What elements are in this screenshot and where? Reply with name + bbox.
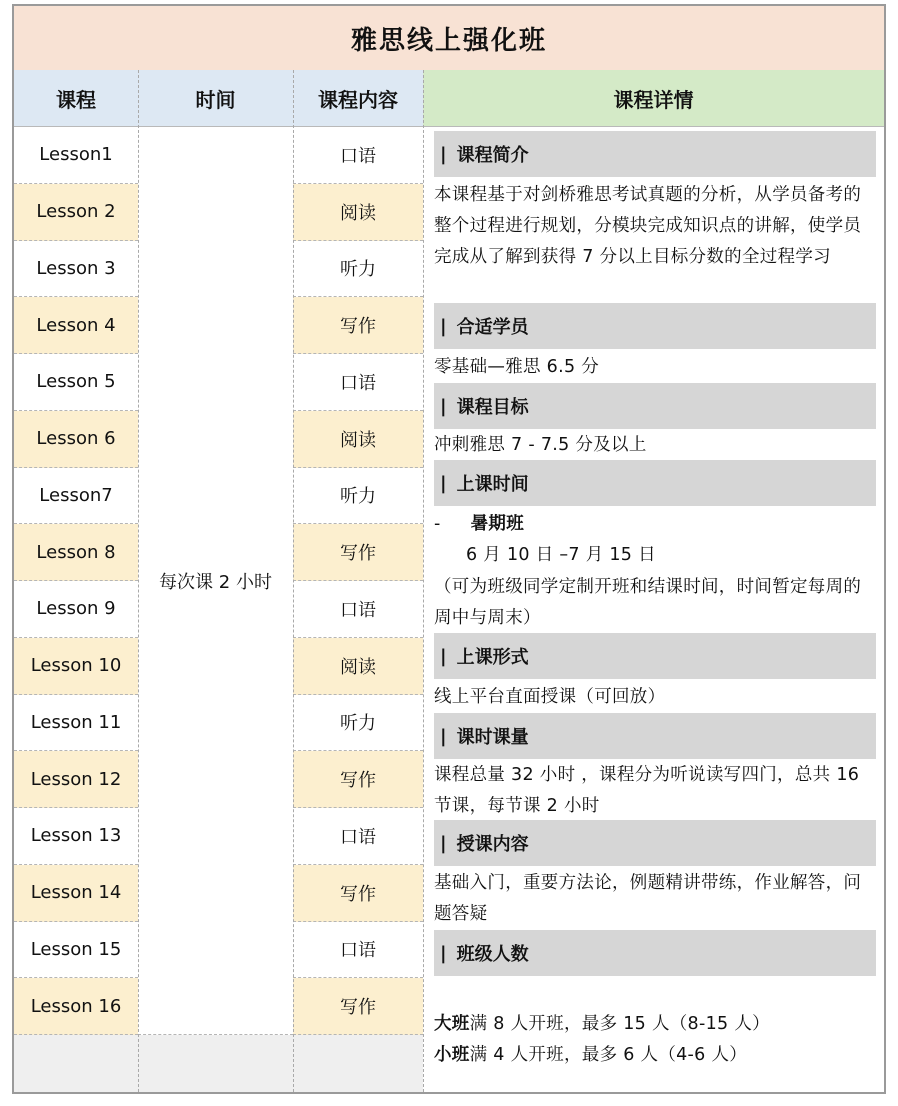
content-text: 基础入门，重要方法论，例题精讲带练，作业解答，问题答疑	[434, 873, 862, 924]
section-hours-heading: | 课时课量	[434, 713, 876, 759]
empty-cell	[293, 1035, 423, 1092]
lesson-content-cell: 阅读	[293, 184, 423, 241]
header-details: 课程详情	[423, 70, 884, 127]
section-size-heading: | 班级人数	[434, 930, 876, 976]
lesson-name-cell: Lesson 6	[14, 411, 138, 468]
column-divider	[293, 70, 294, 1092]
course-table	[12, 4, 886, 1094]
column-divider	[138, 70, 139, 1092]
section-suitable-heading: | 合适学员	[434, 303, 876, 349]
lesson-content-cell: 口语	[293, 922, 423, 979]
lesson-name-cell: Lesson 2	[14, 184, 138, 241]
lesson-name-cell: Lesson 11	[14, 695, 138, 752]
schedule-note: （可为班级同学定制开班和结课时间，时间暂定每周的周中与周末）	[434, 577, 862, 628]
lesson-content-cell: 听力	[293, 468, 423, 525]
lesson-content-cell: 口语	[293, 581, 423, 638]
lesson-content-cell: 写作	[293, 978, 423, 1035]
hours-text: 课程总量 32 小时 ，课程分为听说读写四门，总共 16 节课，每节课 2 小时	[434, 765, 860, 816]
format-text: 线上平台直面授课（可回放）	[434, 687, 666, 707]
header-lesson: 课程	[14, 70, 138, 127]
header-content: 课程内容	[293, 70, 423, 127]
intro-text: 本课程基于对剑桥雅思考试真题的分析，从学员备考的整个过程进行规划，分模块完成知识点的讲解，使学员完成从了解到获得 7 分以上目标分数的全过程学习	[434, 185, 862, 267]
time-cell: 每次课 2 小时	[138, 127, 293, 1035]
section-content-heading: | 授课内容	[434, 820, 876, 866]
details-panel	[430, 127, 884, 1092]
lesson-content-cell: 口语	[293, 354, 423, 411]
lesson-content-cell: 写作	[293, 524, 423, 581]
lesson-content-cell: 听力	[293, 241, 423, 298]
column-divider	[423, 70, 424, 1092]
lesson-name-cell: Lesson 12	[14, 751, 138, 808]
suitable-text: 零基础—雅思 6.5 分	[434, 357, 600, 377]
table-title: 雅思线上强化班	[14, 6, 884, 71]
lesson-content-cell: 口语	[293, 127, 423, 184]
size-small-text: 小班满 4 人开班，最多 6 人（4-6 人）	[434, 1045, 748, 1065]
lesson-content-cell: 写作	[293, 297, 423, 354]
lesson-content-cell: 听力	[293, 695, 423, 752]
lesson-name-cell: Lesson 5	[14, 354, 138, 411]
lesson-name-cell: Lesson 14	[14, 865, 138, 922]
lesson-name-cell: Lesson 9	[14, 581, 138, 638]
schedule-term: - 暑期班	[434, 514, 525, 534]
lesson-content-cell: 写作	[293, 751, 423, 808]
lesson-name-cell: Lesson 13	[14, 808, 138, 865]
section-schedule-heading: | 上课时间	[434, 460, 876, 506]
lesson-name-cell: Lesson 15	[14, 922, 138, 979]
lesson-content-cell: 写作	[293, 865, 423, 922]
section-goal-heading: | 课程目标	[434, 383, 876, 429]
size-big-text: 大班满 8 人开班，最多 15 人（8-15 人）	[434, 1014, 770, 1034]
goal-text: 冲刺雅思 7 - 7.5 分及以上	[434, 435, 647, 455]
lesson-name-cell: Lesson7	[14, 468, 138, 525]
lesson-name-cell: Lesson 10	[14, 638, 138, 695]
header-time: 时间	[138, 70, 293, 127]
lesson-content-cell: 阅读	[293, 638, 423, 695]
lesson-content-cell: 口语	[293, 808, 423, 865]
section-intro-heading: | 课程简介	[434, 131, 876, 177]
lesson-name-cell: Lesson 3	[14, 241, 138, 298]
section-format-heading: | 上课形式	[434, 633, 876, 679]
lesson-name-cell: Lesson 8	[14, 524, 138, 581]
schedule-dates: 6 月 10 日 –7 月 15 日	[466, 545, 656, 565]
empty-cell	[138, 1035, 293, 1092]
lesson-name-cell: Lesson1	[14, 127, 138, 184]
empty-cell	[14, 1035, 138, 1092]
lesson-content-cell: 阅读	[293, 411, 423, 468]
lesson-name-cell: Lesson 16	[14, 978, 138, 1035]
lesson-name-cell: Lesson 4	[14, 297, 138, 354]
